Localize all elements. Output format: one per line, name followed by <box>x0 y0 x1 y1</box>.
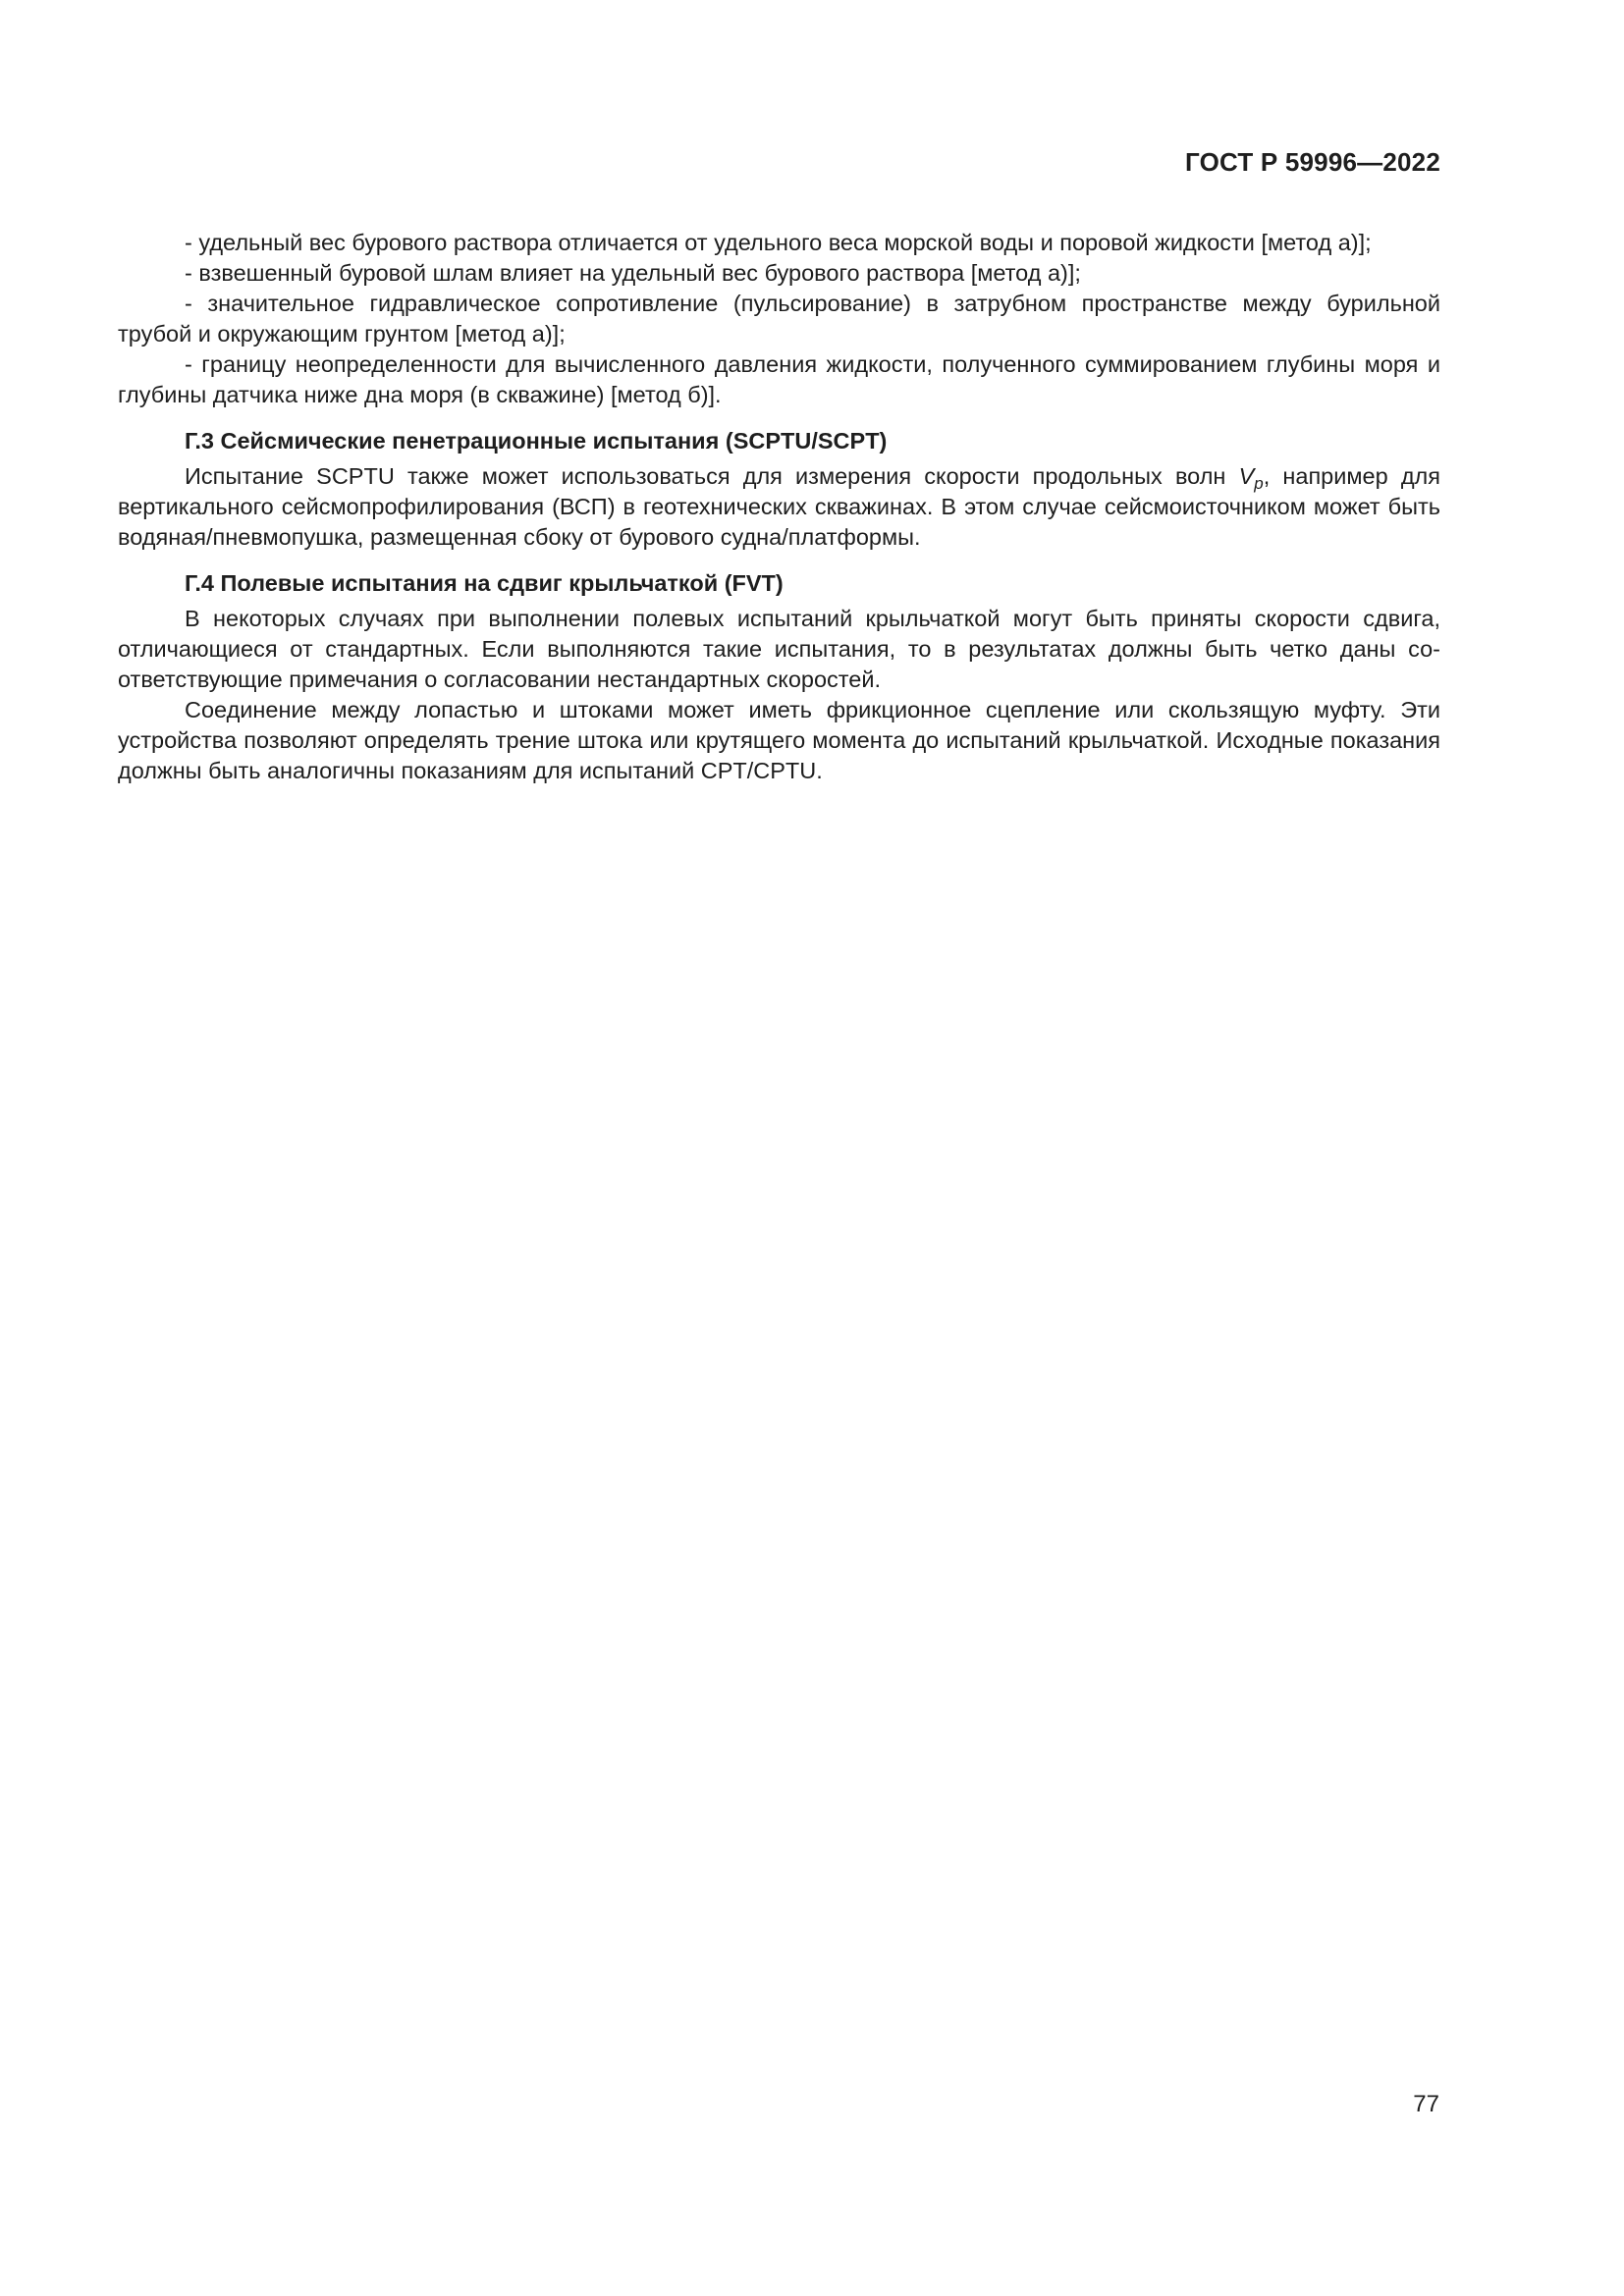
document-header: ГОСТ Р 59996—2022 <box>1185 147 1440 177</box>
paragraph-text: , например для вертикального сейсмопрофилирования (ВСП) в геотехнических скважинах. В этом случае сейсмоисточником может быть водяная/пневмопушка, размещенная сбоку от бурового судна/платформы. <box>118 463 1440 550</box>
list-item: - значительное гидравлическое сопротивление (пульсирование) в затрубном пространстве между бурильной трубой и окружающим грунтом [метод а)]; <box>118 291 1440 347</box>
section-g4-paragraph-1: В некоторых случаях при выполнении полевых испытаний крыльчаткой могут быть приняты скорости сдвига, отличающиеся от стандартных. Если выполняются такие испытания, то в результатах должны быть четко даны соответствующие примечания о согласовании нестандартных скоростей. <box>118 606 1440 692</box>
page-number: 77 <box>1413 2091 1439 2117</box>
list-item: - границу неопределенности для вычисленного давления жидкости, полученного суммированием глубины моря и глубины датчика ниже дна моря (в скважине) [метод б)]. <box>118 351 1440 407</box>
section-g4-paragraph-2: Соединение между лопастью и штоками может иметь фрикционное сцепление или скользящую муфту. Эти устройства позволяют определять трение штока или крутящего момента до испытаний крыльчаткой. Исходные показания должны быть аналогичны показаниям для испытаний CPT/CPTU. <box>118 697 1440 783</box>
velocity-symbol: V <box>1238 463 1255 489</box>
list-item: - удельный вес бурового раствора отличается от удельного веса морской воды и поровой жидкости [метод а)]; <box>185 230 1372 255</box>
paragraph-text: Испытание SCPTU также может использоваться для измерения скорости продольных волн <box>185 463 1239 489</box>
section-g4 <box>118 568 1440 786</box>
velocity-subscript: p <box>1254 474 1264 493</box>
section-g3 <box>118 426 1440 553</box>
section-title-g3: Г.3 Сейсмические пенетрационные испытания (SCPTU/SCPT) <box>185 428 888 454</box>
list-item: - взвешенный буровой шлам влияет на удельный вес бурового раствора [метод а)]; <box>185 260 1081 286</box>
section-title-g4: Г.4 Полевые испытания на сдвиг крыльчаткой (FVT) <box>185 570 784 596</box>
section-g3-paragraph <box>118 461 1440 553</box>
document-body <box>118 228 1440 786</box>
